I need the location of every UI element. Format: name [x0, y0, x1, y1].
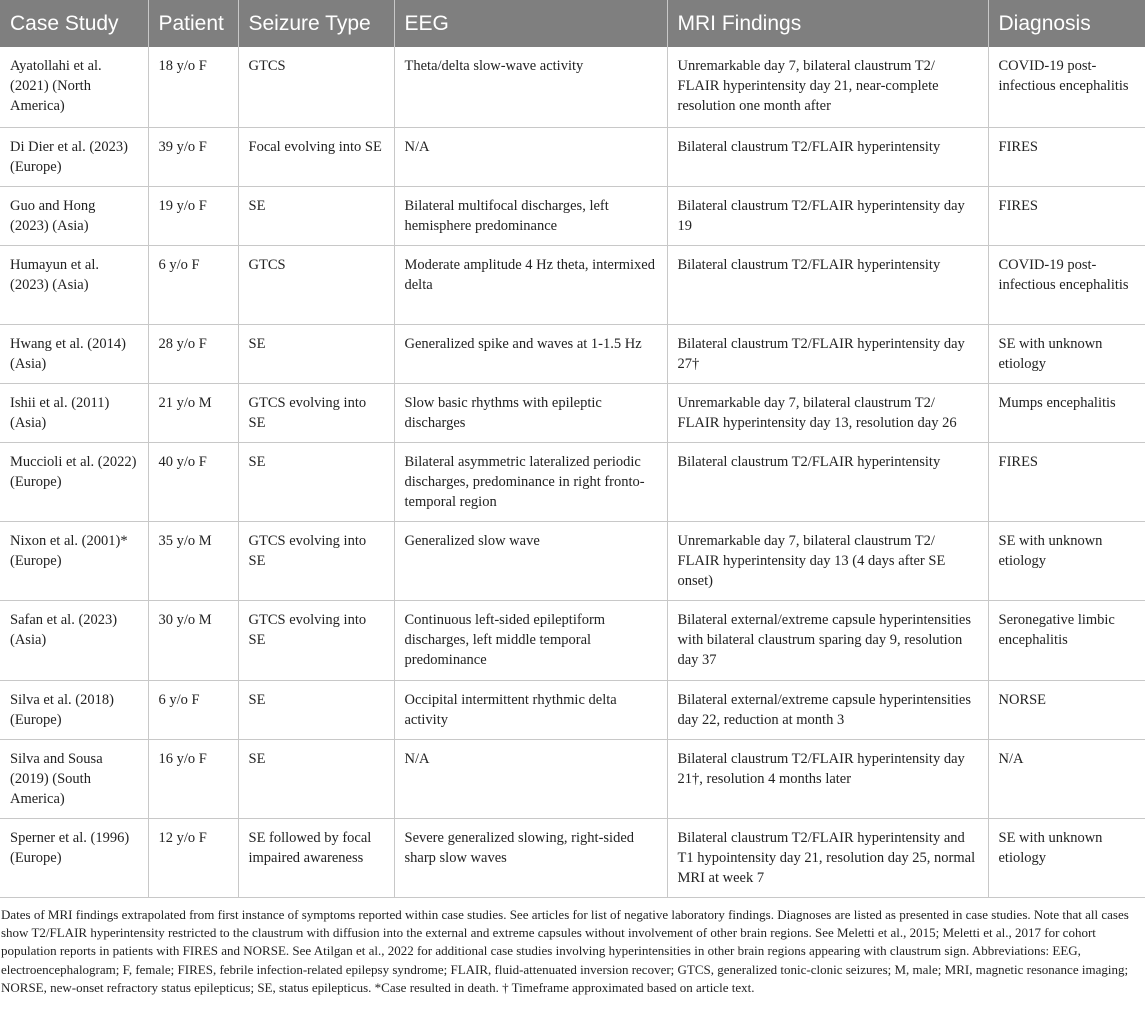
table-row [0, 600, 1145, 680]
header-eeg: EEG [394, 0, 667, 47]
cell-patient: 28 y/o F [148, 324, 238, 383]
table-body [0, 47, 1145, 897]
cell-mri-findings: Unremarkable day 7, bilateral claustrum T2/ FLAIR hyperintensity day 13, resolution day 26 [667, 383, 988, 442]
cell-diagnosis: COVID-19 post-infectious encephalitis [988, 245, 1145, 324]
header-patient: Patient [148, 0, 238, 47]
table-row [0, 818, 1145, 897]
cell-seizure-type: GTCS [238, 245, 394, 324]
cell-patient: 6 y/o F [148, 680, 238, 739]
table-row [0, 324, 1145, 383]
cell-case-study: Nixon et al. (2001)* (Europe) [0, 521, 148, 600]
cell-mri-findings: Bilateral claustrum T2/FLAIR hyperintensity [667, 442, 988, 521]
header-mri-findings: MRI Findings [667, 0, 988, 47]
cell-mri-findings: Bilateral claustrum T2/FLAIR hyperintensity day 19 [667, 186, 988, 245]
cell-patient: 19 y/o F [148, 186, 238, 245]
cell-seizure-type: SE [238, 186, 394, 245]
cell-eeg: Occipital intermittent rhythmic delta activity [394, 680, 667, 739]
cell-eeg: Continuous left-sided epileptiform discharges, left middle temporal predominance [394, 600, 667, 680]
cell-mri-findings: Bilateral external/extreme capsule hyperintensities with bilateral claustrum sparing day 9, resolution day 37 [667, 600, 988, 680]
cell-eeg: Severe generalized slowing, right-sided sharp slow waves [394, 818, 667, 897]
cell-case-study: Ayatollahi et al. (2021) (North America) [0, 47, 148, 127]
cell-eeg: Moderate amplitude 4 Hz theta, intermixed delta [394, 245, 667, 324]
cell-patient: 16 y/o F [148, 739, 238, 818]
cell-mri-findings: Unremarkable day 7, bilateral claustrum T2/ FLAIR hyperintensity day 21, near-complete resolution one month after [667, 47, 988, 127]
header-case-study: Case Study [0, 0, 148, 47]
cell-eeg: Slow basic rhythms with epileptic discharges [394, 383, 667, 442]
cell-mri-findings: Bilateral claustrum T2/FLAIR hyperintensity and T1 hypointensity day 21, resolution day 25, normal MRI at week 7 [667, 818, 988, 897]
table-row [0, 442, 1145, 521]
table-row [0, 680, 1145, 739]
cell-eeg: Bilateral asymmetric lateralized periodic discharges, predominance in right fronto-temporal region [394, 442, 667, 521]
cell-mri-findings: Bilateral claustrum T2/FLAIR hyperintensity day 21†, resolution 4 months later [667, 739, 988, 818]
cell-diagnosis: SE with unknown etiology [988, 324, 1145, 383]
cell-case-study: Muccioli et al. (2022) (Europe) [0, 442, 148, 521]
cell-eeg: Theta/delta slow-wave activity [394, 47, 667, 127]
cell-diagnosis: SE with unknown etiology [988, 818, 1145, 897]
cell-case-study: Silva et al. (2018) (Europe) [0, 680, 148, 739]
cell-patient: 30 y/o M [148, 600, 238, 680]
cell-eeg: Generalized spike and waves at 1-1.5 Hz [394, 324, 667, 383]
cell-diagnosis: Seronegative limbic encephalitis [988, 600, 1145, 680]
cell-eeg: Generalized slow wave [394, 521, 667, 600]
cell-seizure-type: SE followed by focal impaired awareness [238, 818, 394, 897]
cell-case-study: Silva and Sousa (2019) (South America) [0, 739, 148, 818]
table-row [0, 245, 1145, 324]
cell-seizure-type: SE [238, 324, 394, 383]
cell-mri-findings: Bilateral claustrum T2/FLAIR hyperintensity day 27† [667, 324, 988, 383]
cell-diagnosis: Mumps encephalitis [988, 383, 1145, 442]
cell-patient: 6 y/o F [148, 245, 238, 324]
cell-eeg: N/A [394, 127, 667, 186]
table-header [0, 0, 1145, 47]
table-row [0, 47, 1145, 127]
cell-seizure-type: GTCS evolving into SE [238, 383, 394, 442]
cell-eeg: Bilateral multifocal discharges, left hemisphere predominance [394, 186, 667, 245]
header-diagnosis: Diagnosis [988, 0, 1145, 47]
cell-diagnosis: FIRES [988, 127, 1145, 186]
cell-seizure-type: SE [238, 739, 394, 818]
cell-mri-findings: Bilateral claustrum T2/FLAIR hyperintensity [667, 127, 988, 186]
cell-seizure-type: GTCS [238, 47, 394, 127]
cell-patient: 40 y/o F [148, 442, 238, 521]
cell-seizure-type: Focal evolving into SE [238, 127, 394, 186]
cell-case-study: Sperner et al. (1996) (Europe) [0, 818, 148, 897]
cell-seizure-type: SE [238, 680, 394, 739]
cell-case-study: Di Dier et al. (2023) (Europe) [0, 127, 148, 186]
table-row [0, 186, 1145, 245]
cell-seizure-type: SE [238, 442, 394, 521]
cell-patient: 35 y/o M [148, 521, 238, 600]
table-row [0, 383, 1145, 442]
header-row [0, 0, 1145, 47]
cell-patient: 18 y/o F [148, 47, 238, 127]
cell-patient: 39 y/o F [148, 127, 238, 186]
cell-seizure-type: GTCS evolving into SE [238, 600, 394, 680]
table-row [0, 127, 1145, 186]
cell-case-study: Humayun et al. (2023) (Asia) [0, 245, 148, 324]
header-seizure-type: Seizure Type [238, 0, 394, 47]
cell-diagnosis: N/A [988, 739, 1145, 818]
cell-case-study: Ishii et al. (2011) (Asia) [0, 383, 148, 442]
cell-diagnosis: FIRES [988, 442, 1145, 521]
table-row [0, 739, 1145, 818]
cell-diagnosis: COVID-19 post-infectious encephalitis [988, 47, 1145, 127]
cell-eeg: N/A [394, 739, 667, 818]
cell-diagnosis: NORSE [988, 680, 1145, 739]
cell-case-study: Safan et al. (2023) (Asia) [0, 600, 148, 680]
cell-diagnosis: SE with unknown etiology [988, 521, 1145, 600]
cell-diagnosis: FIRES [988, 186, 1145, 245]
table-footnote: Dates of MRI findings extrapolated from first instance of symptoms reported within case studies. See articles for list of negative laboratory findings. Diagnoses are listed as presented in case studies. Note that all cases show T2/FLAIR hyperintensity restricted to the claustrum with diffusion into the external and extreme capsules without involvement of other brain regions. See Meletti et al., 2015; Meletti et al., 2017 for cohort population reports in patients with FIRES and NORSE. See Atilgan et al., 2022 for additional case studies involving hyperintensities in other brain regions appearing with claustrum sign. Abbreviations: EEG, electroencephalogram; F, female; FIRES, febrile infection-related epilepsy syndrome; FLAIR, fluid-attenuated inversion recover; GTCS, generalized tonic-clonic seizures; M, male; MRI, magnetic resonance imaging; NORSE, new-onset refractory status epilepticus; SE, status epilepticus. *Case resulted in death. † Timeframe approximated based on article text. [1, 906, 1129, 996]
cell-seizure-type: GTCS evolving into SE [238, 521, 394, 600]
cell-mri-findings: Unremarkable day 7, bilateral claustrum T2/ FLAIR hyperintensity day 13 (4 days after SE onset) [667, 521, 988, 600]
cell-mri-findings: Bilateral external/extreme capsule hyperintensities day 22, reduction at month 3 [667, 680, 988, 739]
cell-case-study: Guo and Hong (2023) (Asia) [0, 186, 148, 245]
cell-patient: 12 y/o F [148, 818, 238, 897]
cell-case-study: Hwang et al. (2014) (Asia) [0, 324, 148, 383]
cell-mri-findings: Bilateral claustrum T2/FLAIR hyperintensity [667, 245, 988, 324]
table-row [0, 521, 1145, 600]
cell-patient: 21 y/o M [148, 383, 238, 442]
